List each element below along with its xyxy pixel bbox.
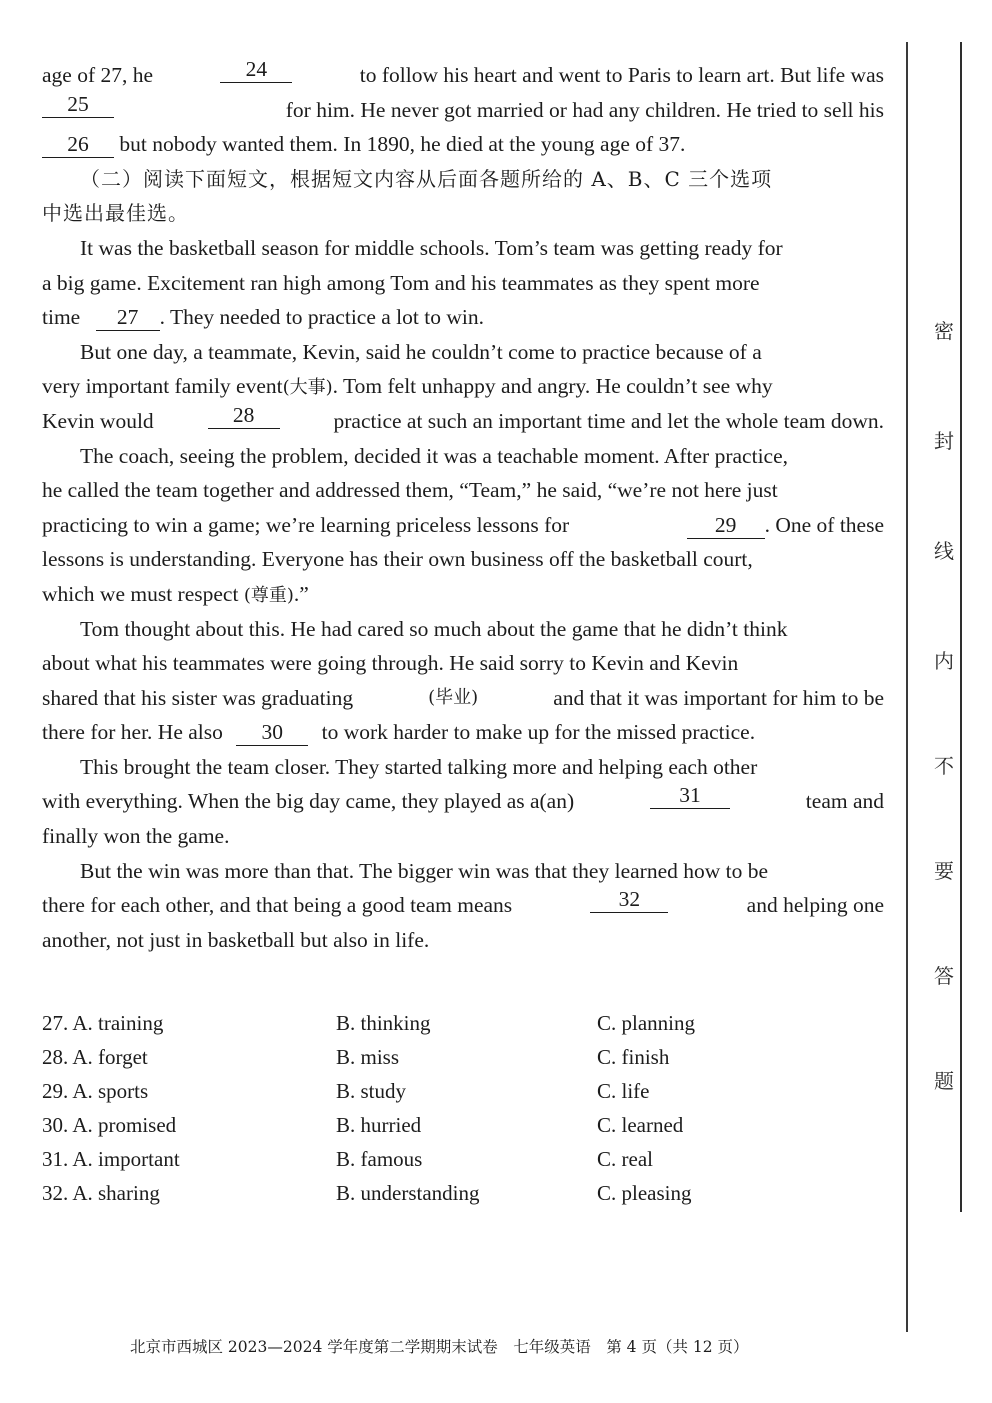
blank-32: 32 — [590, 888, 668, 913]
option-c: C. life — [597, 1079, 650, 1103]
option-c: C. planning — [597, 1011, 695, 1035]
passage-line: The coach, seeing the problem, decided it was a teachable moment. After practice, — [80, 443, 788, 468]
text-segment: age of 27, he — [42, 63, 154, 87]
text-segment: . They needed to practice a lot to win. — [159, 305, 484, 330]
text-segment: and helping one — [746, 893, 884, 918]
passage-line — [42, 300, 884, 335]
text-segment: time — [42, 305, 81, 330]
blank-30: 30 — [236, 721, 308, 746]
option-a: 29. A. sports — [42, 1079, 149, 1103]
option-a: 28. A. forget — [42, 1045, 148, 1069]
option-a: 27. A. training — [42, 1011, 164, 1035]
blank-28: 28 — [208, 404, 280, 429]
seal-char: 不 — [934, 754, 954, 778]
option-a: 32. A. sharing — [42, 1181, 160, 1205]
seal-char: 要 — [934, 859, 954, 883]
seal-char: 答 — [934, 964, 954, 988]
option-c: C. pleasing — [597, 1181, 692, 1205]
chinese-gloss: (尊重) — [243, 584, 294, 606]
passage-line — [42, 508, 884, 543]
option-row-28 — [42, 1040, 742, 1074]
option-c: C. finish — [597, 1045, 670, 1069]
passage-line: But one day, a teammate, Kevin, said he couldn’t come to practice because of a — [80, 339, 762, 364]
text-segment: Kevin would — [42, 408, 154, 433]
passage-line: This brought the team closer. They started talking more and helping each other — [80, 754, 758, 779]
text-segment: to work harder to make up for the missed practice. — [321, 720, 756, 745]
margin-divider-line — [960, 42, 962, 1212]
text-segment: shared that his sister was graduating — [42, 685, 354, 710]
text-segment: . Tom felt unhappy and angry. He couldn’t see why — [332, 374, 773, 399]
passage-line — [42, 404, 884, 439]
passage-line: a big game. Excitement ran high among Tom and his teammates as they spent more — [42, 270, 760, 295]
passage-line: he called the team together and addressed them, “Team,” he said, “we’re not here just — [42, 478, 778, 503]
text-segment: there for each other, and that being a good team means — [42, 893, 513, 918]
text-segment: with everything. When the big day came, they played as a(an) — [42, 789, 575, 814]
option-b: B. thinking — [336, 1011, 431, 1035]
option-row-29 — [42, 1074, 742, 1108]
seal-char: 题 — [934, 1069, 954, 1093]
answer-options — [42, 1006, 742, 1210]
text-segment: practice at such an important time and let the whole team down. — [333, 408, 884, 433]
option-b: B. miss — [336, 1045, 400, 1069]
text-segment: very important family event — [42, 374, 283, 399]
option-c: C. real — [597, 1147, 653, 1171]
passage-line — [42, 127, 884, 162]
chinese-gloss: (大事) — [282, 377, 333, 399]
option-b: B. famous — [336, 1147, 423, 1171]
section-heading-line2: 中选出最佳选。 — [42, 201, 189, 226]
passage-line: another, not just in basketball but also in life. — [42, 927, 430, 952]
seal-char: 内 — [934, 649, 954, 673]
passage-line — [42, 715, 884, 750]
passage-line: about what his teammates were going through. He said sorry to Kevin and Kevin — [42, 651, 739, 676]
text-segment: for him. He never got married or had any children. He tried to sell his — [285, 97, 884, 122]
seal-char: 线 — [934, 539, 954, 563]
chinese-gloss: (毕业) — [428, 686, 479, 708]
text-segment: which we must respect — [42, 581, 239, 606]
option-row-31 — [42, 1142, 742, 1176]
text-segment: team and — [805, 789, 884, 814]
passage-line — [42, 681, 884, 716]
blank-26: 26 — [42, 133, 114, 158]
passage-line: Tom thought about this. He had cared so much about the game that he didn’t think — [80, 616, 788, 641]
option-b: B. understanding — [336, 1181, 480, 1205]
passage-line: lessons is understanding. Everyone has their own business off the basketball court, — [42, 547, 753, 572]
text-segment: to follow his heart and went to Paris to learn art. But life was — [359, 63, 884, 87]
passage-line — [42, 784, 884, 819]
option-row-30 — [42, 1108, 742, 1142]
passage-line: finally won the game. — [42, 824, 230, 849]
reading-content — [42, 58, 884, 957]
passage-line — [42, 369, 884, 404]
text-segment: there for her. He also — [42, 720, 223, 745]
option-a: 30. A. promised — [42, 1113, 177, 1137]
passage-line — [42, 58, 884, 93]
section-heading-line1: （二）阅读下面短文，根据短文内容从后面各题所给的 A、B、C 三个选项 — [80, 166, 773, 191]
text-segment: and that it was important for him to be — [553, 685, 884, 710]
passage-line — [42, 93, 884, 128]
passage-line — [42, 577, 884, 612]
passage-line: It was the basketball season for middle schools. Tom’s team was getting ready for — [80, 235, 783, 260]
passage-line — [42, 888, 884, 923]
option-b: B. hurried — [336, 1113, 422, 1137]
page-footer: 北京市西城区 2023—2024 学年度第二学期期末试卷 七年级英语 第 4 页（共 12 页） — [130, 1338, 749, 1356]
margin-divider-line — [906, 42, 908, 1332]
option-row-27 — [42, 1006, 742, 1040]
blank-31: 31 — [650, 784, 730, 809]
text-segment: . One of these — [764, 512, 884, 537]
option-c: C. learned — [597, 1113, 684, 1137]
option-b: B. study — [336, 1079, 407, 1103]
blank-25: 25 — [42, 93, 114, 118]
option-a: 31. A. important — [42, 1147, 180, 1171]
text-segment: but nobody wanted them. In 1890, he died at the young age of 37. — [119, 132, 686, 157]
blank-24: 24 — [220, 58, 292, 83]
blank-27: 27 — [96, 306, 160, 331]
text-segment: .” — [293, 581, 309, 606]
text-segment: practicing to win a game; we’re learning priceless lessons for — [42, 512, 570, 537]
option-row-32 — [42, 1176, 742, 1210]
seal-char: 封 — [934, 429, 954, 453]
blank-29: 29 — [687, 514, 765, 539]
seal-char: 密 — [934, 319, 954, 343]
passage-line: But the win was more than that. The bigger win was that they learned how to be — [80, 858, 769, 883]
